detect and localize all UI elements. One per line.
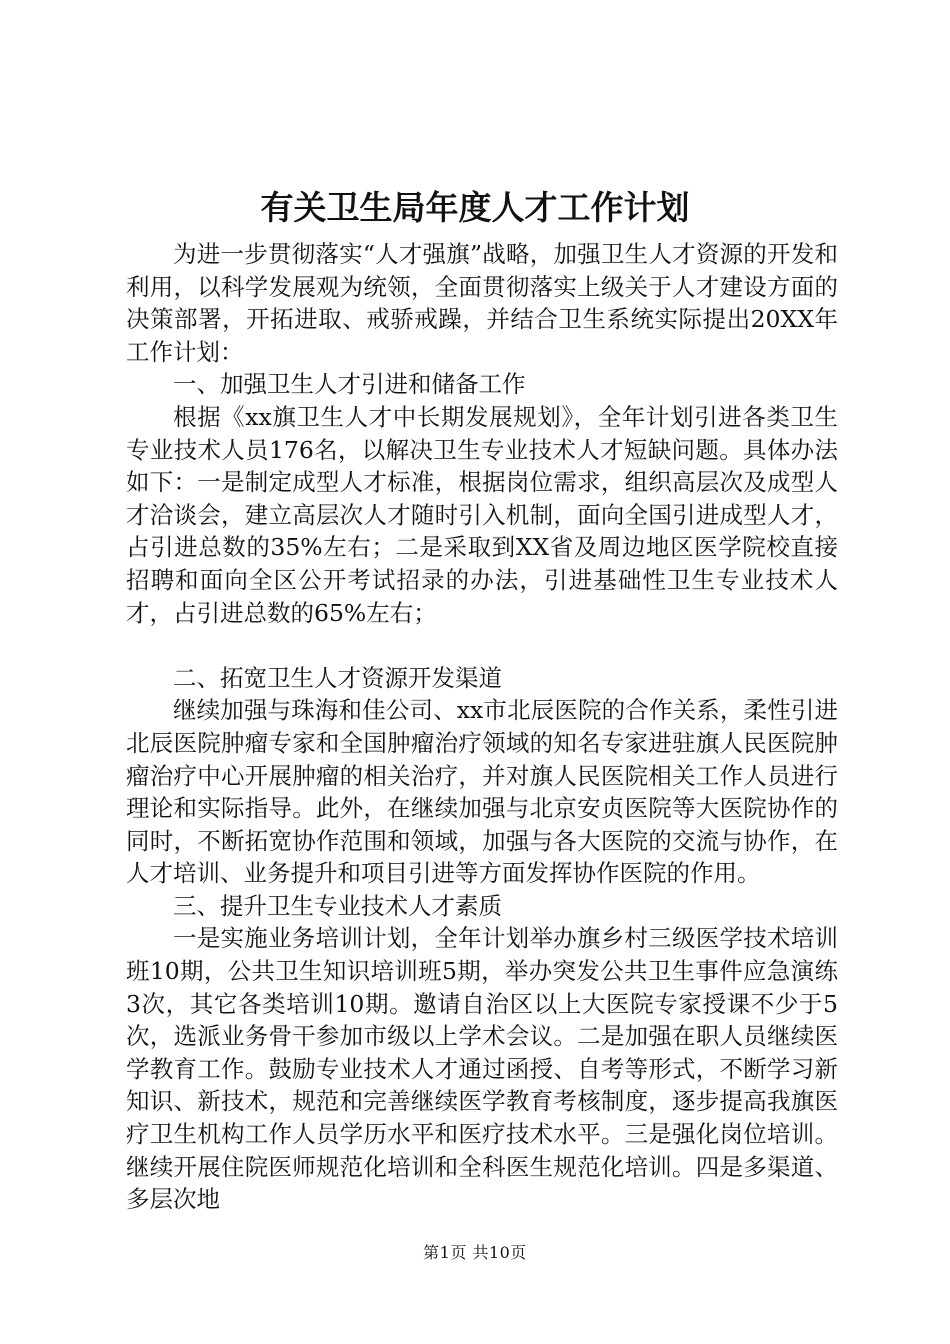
section-paragraph-1: 根据《xx旗卫生人才中长期发展规划》，全年计划引进各类卫生专业技术人员176名，以解决卫生专业技术人才短缺问题。具体办法如下：一是制定成型人才标准，根据岗位需求，组织高层次及成型人才洽谈会，建立高层次人才随时引入机制，面向全国引进成型人才，占引进总数的35%左右；二是采取到XX省及周边地区医学院校直接招聘和面向全区公开考试招录的办法，引进基础性卫生专业技术人才，占引进总数的65%左右； [126,402,838,627]
section-heading-1: 一、加强卫生人才引进和储备工作 [173,370,526,399]
intro-paragraph: 为进一步贯彻落实“人才强旗”战略，加强卫生人才资源的开发和利用，以科学发展观为统领，全面贯彻落实上级关于人才建设方面的决策部署，开拓进取、戒骄戒躁，并结合卫生系统实际提出20XX年工作计划： [126,240,838,366]
document-body [126,238,838,1216]
section-heading-2: 二、拓宽卫生人才资源开发渠道 [173,663,502,692]
section-paragraph-2: 继续加强与珠海和佳公司、xx市北辰医院的合作关系，柔性引进北辰医院肿瘤专家和全国肿瘤治疗领域的知名专家进驻旗人民医院肿瘤治疗中心开展肿瘤的相关治疗，并对旗人民医院相关工作人员进行理论和实际指导。此外，在继续加强与北京安贞医院等大医院协作的同时，不断拓宽协作范围和领域，加强与各大医院的交流与协作，在人才培训、业务提升和项目引进等方面发挥协作医院的作用。 [126,696,838,888]
section-paragraph-3: 一是实施业务培训计划，全年计划举办旗乡村三级医学技术培训班10期，公共卫生知识培训班5期，举办突发公共卫生事件应急演练3次，其它各类培训10期。邀请自治区以上大医院专家授课不少于5次，选派业务骨干参加市级以上学术会议。二是加强在职人员继续医学教育工作。鼓励专业技术人才通过函授、自考等形式，不断学习新知识、新技术，规范和完善继续医学教育考核制度，逐步提高我旗医疗卫生机构工作人员学历水平和医疗技术水平。三是强化岗位培训。继续开展住院医师规范化培训和全科医生规范化培训。四是多渠道、多层次地 [126,924,838,1214]
page-footer: 第1页 共10页 [423,1243,527,1262]
section-heading-3: 三、提升卫生专业技术人才素质 [173,891,502,920]
document-title: 有关卫生局年度人才工作计划 [260,188,690,227]
